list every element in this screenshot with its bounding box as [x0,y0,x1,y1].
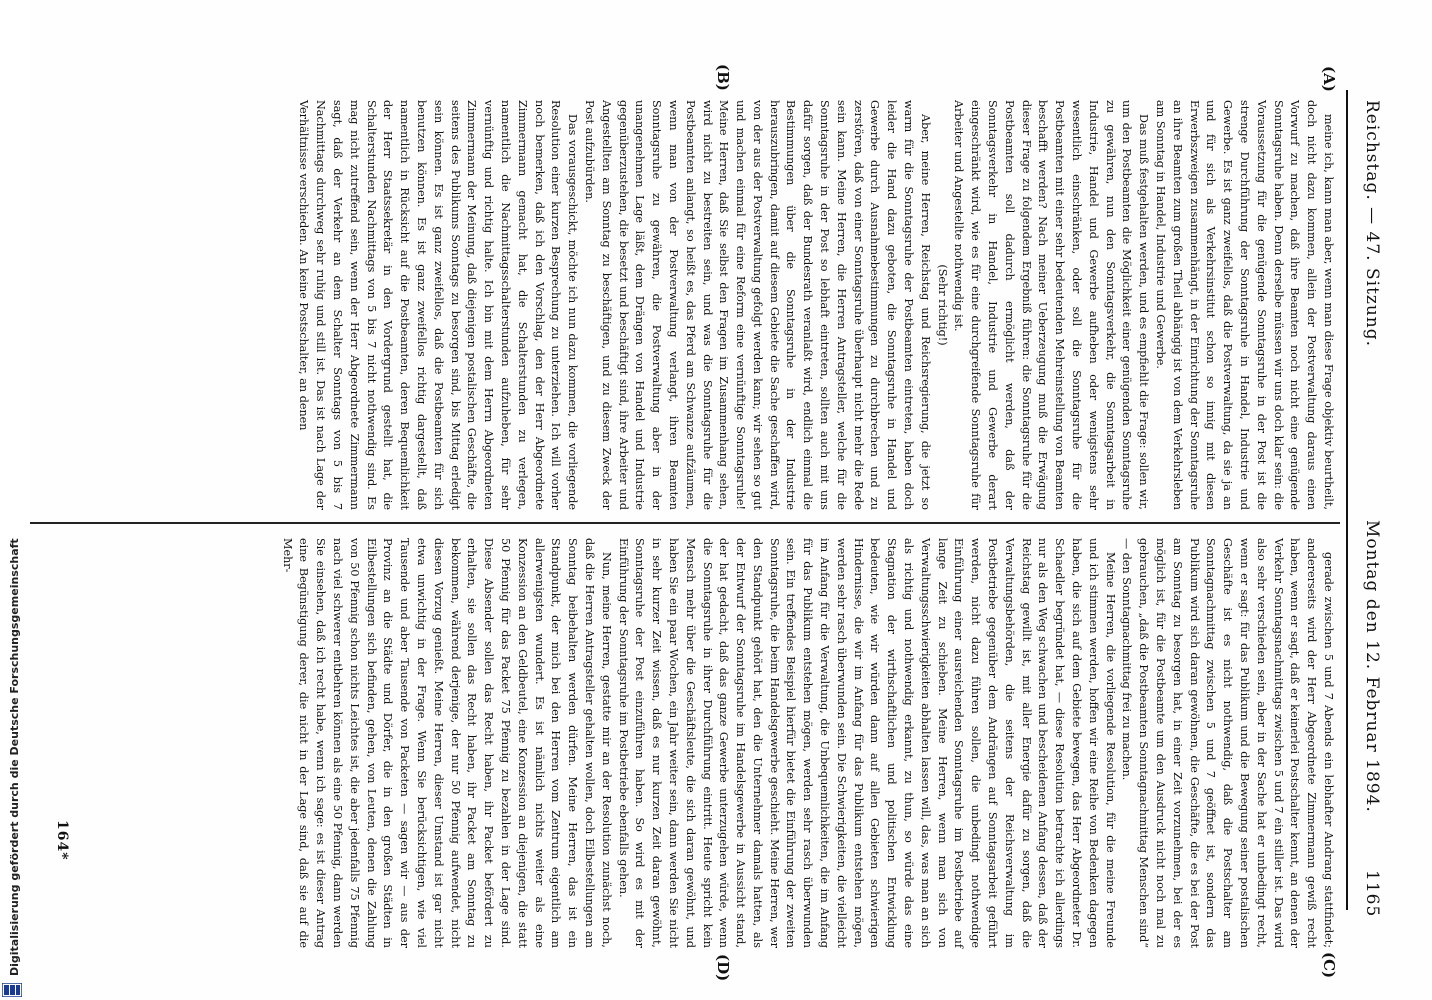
paragraph: meine ich, kann man aber, wenn man diese Frage objektiv beurtheilt, doch nicht dazu kommen, allein der Postverwaltung daraus einen Vorwurf zu machen, daß ihre Beamten noch nicht eine genügende Sonntagsruhe haben. Denn derselbe müssen wir uns doch klar sein: die Voraussetzung für die genügende Sonntagsruhe in der Post ist die strenge Durchführung der Sonntagsruhe in Handel, Industrie und Gewerbe. Es ist ganz zweifellos, daß die Postverwaltung, da sie ja an und für sich als Verkehrsinstitut schon so innig mit diesen Erwerbszweigen zusammenhängt, in der Einrichtung der Sonntagsruhe an ihre Beamten zum großen Theil abhängig ist von dem Verkehrsleben am Sonntag in Handel, Industrie und Gewerbe. [1154,100,1335,510]
header-left-title: Reichstag. — 47. Sitzung. [1362,100,1382,348]
paragraph: Das muß festgehalten werden, und es empfiehlt die Frage: sollen wir, um den Postbeamten die Möglichkeit einer genügenden Sonntagsruhe zu gewähren, nun den Sonntagsverkehr, die Sonntagsarbeit in Industrie, Handel und Gewerbe aufheben oder wenigstens sehr wesentlich einschränken, oder soll die Sonntagsruhe für die Postbeamten mit einer sehr bedeutenden Mehreinstellung von Beamten beschafft werden? Nach meiner Ueberzeugung muß die Erwägung dieser Frage zu folgendem Ergebniß führen: die Sonntagsruhe für die Postbeamten soll dadurch ermöglicht werden, daß der Sonntagsverkehr in Handel, Industrie und Gewerbe derart eingeschränkt wird, wie es für eine durchgreifende Sonntagsruhe für Arbeiter und Angestellte nothwendig ist. [952,100,1151,510]
paragraph: gerade zwischen 5 und 7 Abends ein lebhafter Andrang stattfindet; andererseits wird der Herr Abgeordnete Zimmermann gewiß recht haben, wenn er sagt, daß er keinerlei Postschalter kennt, an denen der Verkehr Sonntagsnachmittags zwischen 5 und 7 ein stiller ist. Das wird also sehr verschieden sein, aber in der Sache hat er unbedingt recht, wenn er sagt: für das Publikum und die Bewegung seiner postalischen Geschäfte ist es nicht nothwendig, daß die Postschalter am Sonntagnachmittag zwischen 5 und 7 geöffnet ist, sondern das Publikum wird sich daran gewöhnen, die Geschäfte, die es bei der Post am Sonntag zu besorgen hat, in einer Zeit vorzunehmen, bei der es möglich ist, für die Postbeamte um den Ausdruck nicht noch mal zu gebrauchen, „daß die Postbeamten Sonntagnachmittag Menschen sind“ — den Sonntagnachmittag frei zu machen. [1120,538,1335,948]
page-header [1348,0,1392,1000]
signature-code: 164* [54,820,70,861]
attribution-text: Digitalisierung gefördert durch die Deutsche Forschungsgemeinschaft [8,538,21,976]
dfg-logo-icon [2,982,22,998]
margin-mark-b: (B) [714,64,732,91]
page-number: 1165 [1362,870,1382,918]
header-session-date: Montag den 12. Februar 1894. [1362,520,1382,813]
margin-mark-a: (A) [1320,66,1338,92]
interjection: (Sehr richtig!) [935,264,949,346]
left-column [295,100,1336,510]
margin-mark-c: (C) [1320,952,1338,979]
paragraph: Das vorausgeschickt, möchte ich nun dazu kommen, die vorliegende Resolution einer kurzen Besprechung zu unterziehen. Ich will vorher noch bemerken, daß ich den Vorschlag, den der Herr Abgeordnete Zimmermann gemacht hat, die Schalterstunden zu verlegen, namentlich die Nachmittagsschalterstunden aufzuheben, für sehr vernünftig und richtig halte. Ich bin mit dem Herrn Abgeordneten Zimmermann der Meinung, daß diejenigen postalischen Geschäfte, die seitens des Publikums Sonntags zu besorgen sind, bis Mittag erledigt sein können. Es ist ganz zweifellos, daß die Postbeamten für sich benutzen können. Es ist ganz zweifellos richtig dargestellt, daß namentlich in Rücksicht auf die Postbeamten, deren Bequemlichkeit der Herr Staatssekretär in den Vordergrund gestellt hat, die Schalterstunden Nachmittags von 5 bis 7 nicht nothwendig sind. Es mag nicht zutreffend sein, wenn der Herr Abgeordnete Zimmermann sagt, daß der Verkehr an dem Schalter Sonntags von 5 bis 7 Nachmittags durchweg sehr ruhig und still ist. Das ist nach Lage der Verhältnisse verschieden. An keine Postschalter, an denen [297,100,580,510]
paragraph: Nun, meine Herren, gestatte mir an der Resolution zunächst noch, daß die Herren Antragsteller gehalten wollen, doch Eilbestellungen am Sonntag beibehalten werden dürfen. Meine Herren, das ist ein Standpunkt, der mich bei den Herren vom Zentrum eigentlich am allerwenigsten wundert. Es ist nämlich nichts weiter als eine Konzession an den Geldbeutel, eine Konzession an diejenigen, die statt 50 Pfennig für das Packet 75 Pfennig zu bezahlen in der Lage sind. Diese Absender sollen das Recht haben, ihr Packet befördert zu erhalten, sie sollen das Recht haben, ihr Packet am Sonntag zu bekommen, während derjenige, der nur 50 Pfennig aufwendet, nicht diesen Vorzug genießt. Meine Herren, dieser Umstand ist gar nicht etwa unwichtig in der Frage. Wenn Sie berücksichtigen, wie viel Tausende und aber Tausende von Packeten — sagen wir — aus der Provinz an die Städte und Dörfer, die in den großen Städten in Eilbestellungen sich befinden, gehen, von Leuten, denen die Zahlung von 50 Pfennig schon nichts Leichtes ist, die aber jedenfalls 75 Pfennig nach viel schwerer entbehren können als eine 50 Pfennig, dann werden Sie einsehen, daß ich recht habe, wenn ich sage: es ist dieser Antrag eine Begünstigung derer, die nicht in der Lage sind, daß sie auf die Mehr- [280,538,613,948]
header-rule [1346,90,1348,910]
attribution-strip [0,0,30,1000]
paragraph: Meine Herren, die vorliegende Resolution, für die meine Freunde und ich stimmen werden, hoffen wir eine Reihe von Bedenken dagegen haben, die sich auf dem Gebiete bewegen, das Herr Abgeordneter Dr. Schaedler begründet hat, — diese Resolution betrachte ich allerdings nur als den Weg schwachen und bescheidenen Anfang dessen, daß der Reichstag gewillt ist, mit aller Energie dafür zu sorgen, daß die Verwaltungsbehörden, die seitens der Reichsverwaltung im Postbetriebe gegenüber dem Andrängen auf Sonntagsarbeit geführt werden, nicht dazu führen sollen, die unbedingt nothwendige Einführung einer ausreichenden Sonntagsruhe im Postbetriebe auf lange Zeit zu schieben. Meine Herren, wenn man sich von Verwaltungsschwierigkeiten abhalten lassen will, das, was man an sich als richtig und nothwendig erkannt, zu thun, so würde das eine Stagnation der wirthschaftlichen und politischen Entwicklung bedeuten, wie wir würden dann auf allen Gebieten schwierigen Hindernisse, die wir im Anfang für das Publikum entstehen mögen, werden sehr rasch überwunden sein. Die Schwierigkeiten, die vielleicht im Anfang für die Verwaltung, die Unbequemlichkeiten, die im Anfang für das Publikum entstehen mögen, werden sehr rasch überwunden sein. Ein treffendes Beispiel hierfür bietet die Einführung der zweiten Sonntagsruhe, die beim Handelsgewerbe geschieht. Meine Herren, wer den Standpunkt gehört hat, den die Unternehmer damals hatten, als der Entwurf der Sonntagsruhe im Handelsgewerbe in Aussicht stand, der hat gedacht, daß das ganze Gewerbe unterzugehen würde, wenn die Sonntagsruhe in ihrer Durchführung eintritt. Heute spricht kein Mensch mehr über die Geschäftsleute, die sich daran gewöhnt, und haben Sie ein paar Wochen, ein Jahr weiter sein, dann werden Sie nicht in sehr kurzer Zeit wissen, daß es nur kurzen Zeit daran gewöhnt, Sonntagsruhe der Post einzuführen haben. So wird es mit der Einführung der Sonntagsruhe im Postbetriebe ebenfalls gehen. [616,538,1117,948]
right-column [278,538,1336,948]
column-divider [30,522,1340,524]
paragraph: Aber, meine Herren, Reichstag und Reichsregierung, die jetzt so warm für die Sonntagsruhe der Postbeamten eintreten, haben doch leider die Hand dazu geboten, die Sonntagsruhe in Handel und Gewerbe durch Ausnahmebestimmungen zu durchbrechen und zu zerstören, daß von einer Sonntagsruhe überhaupt nicht mehr die Rede sein kann. Meine Herren, die Herren Antragsteller, welche für die Sonntagsruhe in der Post so lebhaft eintreten, sollten auch mit uns dafür sorgen, daß der Bundesrath veranlaßt wird, endlich einmal die Bestimmungen über die Sonntagsruhe in der Industrie herauszubringen, damit auf diesem Gebiete die Sache geschaffen wird, von der aus der Postverwaltung gefolgt werden kann; wir sehen so gut und machen einmal für eine Reform eine vernünftige Sonntagsruhe! Meine Herren, daß Sie selbst den Fragen im Zusammenhang sehen, wird nicht zu bestreiten sein, und was die Sonntagsruhe für die Postbeamten anlangt, so heißt es, das Pferd am Schwanze aufzäumen, wenn man von der Postverwaltung verlangt, ihren Beamten Sonntagsruhe zu gewähren, die Postverwaltung aber in der unangenehmen Lage läßt, dem Drängen von Handel und Industrie gegenüberzustehen, die besetzt und beschäftigt sind, ihre Arbeiter und Angestellten am Sonntag zu beschäftigen, und zu diesem Zweck der Post aufzubürden. [582,100,932,510]
margin-mark-d: (D) [714,954,732,982]
